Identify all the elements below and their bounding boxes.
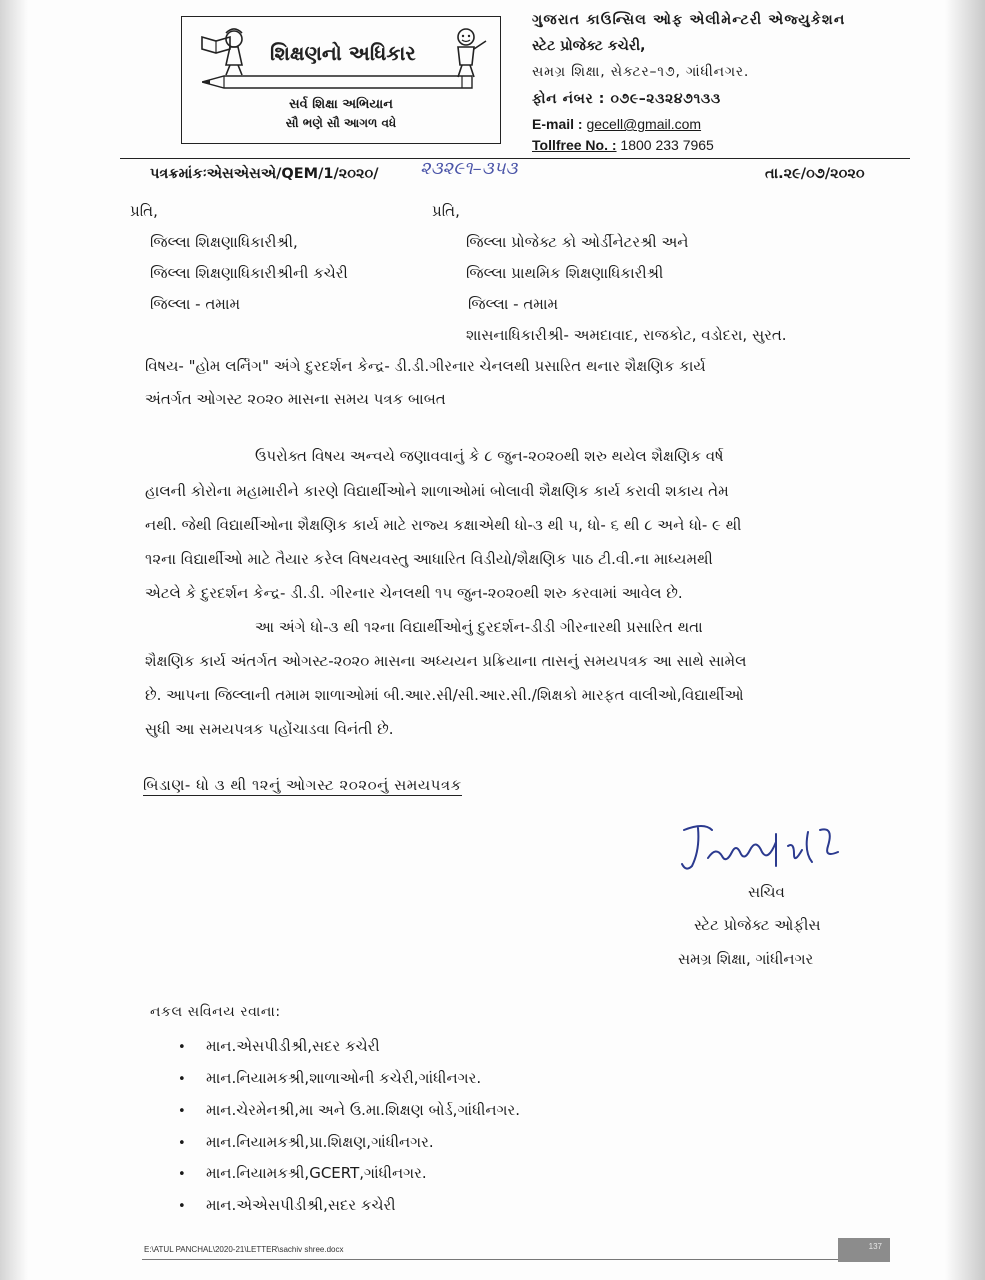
reference-number: પત્રક્રમાંકઃએસએસએ/QEM/1/૨૦૨૦/ <box>150 166 379 182</box>
body-line: ઉપરોક્ત વિષય અન્વયે જણાવવાનું કે ૮ જુન-૨૦૨૦થી શરુ થયેલ શૈક્ષણિક વર્ષ <box>255 447 724 465</box>
footer-file-path: E:\ATUL PANCHAL\2020-21\LETTER\sachiv shree.docx <box>144 1245 344 1254</box>
tollfree-number: 1800 233 7965 <box>616 137 714 153</box>
girl-reading-icon <box>196 25 256 79</box>
recipient-left-line: જિલ્લા શિક્ષણાધિકારીશ્રી, <box>150 233 298 251</box>
signatory-title: સચિવ <box>748 883 785 901</box>
recipient-right-line: જિલ્લા - તમામ <box>468 295 559 313</box>
org-name: ગુજરાત કાઉન્સિલ ઓફ એલીમેન્ટરી એજ્યુકેશન <box>532 12 846 28</box>
email-label: E-mail : <box>532 116 587 132</box>
letter-date: તા.૨૯/૦૭/૨૦૨૦ <box>765 166 865 182</box>
signatory-place: સમગ્ર શિક્ષા, ગાંધીનગર <box>678 950 814 968</box>
prati-right: પ્રતિ, <box>432 202 460 220</box>
body-line: શૈક્ષણિક કાર્ય અંતર્ગત ઓગસ્ટ-૨૦૨૦ માસના અધ્યયન પ્રક્રિયાના તાસનું સમયપત્રક આ સાથે સામેલ <box>145 652 747 670</box>
logo-box <box>181 16 501 144</box>
recipient-right-line: જિલ્લા પ્રાથમિક શિક્ષણાધિકારીશ્રી <box>466 264 664 282</box>
office-name: સ્ટેટ પ્રોજેક્ટ કચેરી, <box>532 38 646 54</box>
page-number: 137 <box>838 1238 890 1262</box>
subject-line: અંતર્ગત ઓગસ્ટ ૨૦૨૦ માસના સમય પત્રક બાબત <box>145 390 446 408</box>
reference-handwritten: ૨૩૨૯૧–૩૫૩ <box>420 158 518 179</box>
pencil-icon <box>202 75 482 89</box>
copy-item: • માન.એએસપીડીશ્રી,સદર કચેરી <box>178 1196 396 1214</box>
signature-icon <box>680 820 850 880</box>
body-line: હાલની કોરોના મહામારીને કારણે વિદ્યાર્થીઓને શાળાઓમાં બોલાવી શૈક્ષણિક કાર્ય કરાવી શકાય તેમ <box>145 482 729 500</box>
bullet-icon: • <box>178 1167 186 1182</box>
copy-heading: નકલ સવિનય રવાના: <box>150 1004 281 1020</box>
copy-item: • માન.એસપીડીશ્રી,સદર કચેરી <box>178 1037 380 1055</box>
recipient-left-line: જિલ્લા - તમામ <box>150 295 241 313</box>
footer-divider <box>142 1259 842 1260</box>
copy-item: • માન.નિયામકશ્રી,શાળાઓની કચેરી,ગાંધીનગર. <box>178 1069 482 1087</box>
boy-on-pencil-icon <box>444 25 492 81</box>
phone-number: ફોન નંબર : ૦૭૯–૨૩૨૪૭૧૩૩ <box>532 91 721 107</box>
enclosure: બિડાણ- ધો ૩ થી ૧૨નું ઓગસ્ટ ૨૦૨૦નું સમયપત્રક <box>143 776 462 794</box>
copy-item: • માન.નિયામકશ્રી,GCERT,ગાંધીનગર. <box>178 1164 427 1182</box>
recipient-right-line: શાસનાધિકારીશ્રી- અમદાવાદ, રાજકોટ, વડોદરા, સુરત. <box>466 326 787 344</box>
body-line: એટલે કે દુરદર્શન કેન્દ્ર- ડી.ડી. ગીરનાર ચેનલથી ૧૫ જુન-૨૦૨૦થી શરુ કરવામાં આવેલ છે. <box>145 584 683 602</box>
body-line: સુધી આ સમયપત્રક પહોંચાડવા વિનંતી છે. <box>145 720 394 738</box>
email-link[interactable]: gecell@gmail.com <box>586 116 702 132</box>
prati-left: પ્રતિ, <box>130 202 158 220</box>
office-address: સમગ્ર શિક્ષા, સેક્ટર–૧૭, ગાંધીનગર. <box>532 64 750 80</box>
body-line: આ અંગે ધો-૩ થી ૧૨ના વિદ્યાર્થીઓનું દુરદર્શન-ડીડી ગીરનારથી પ્રસારિત થતા <box>255 618 703 636</box>
recipient-left-line: જિલ્લા શિક્ષણાધિકારીશ્રીની કચેરી <box>150 264 348 282</box>
tollfree-line <box>532 137 714 153</box>
tollfree-label: Tollfree No. : <box>532 137 617 153</box>
body-line: ૧૨ના વિદ્યાર્થીઓ માટે તૈયાર કરેલ વિષયવસ્તુ આધારિત વિડીયો/શૈક્ષણિક પાઠ ટી.વી.ના માધ્યમથી <box>145 550 713 568</box>
bullet-icon: • <box>178 1136 186 1151</box>
logo-subtitle: સર્વ શિક્ષા અભિયાન <box>289 97 393 112</box>
bullet-icon: • <box>178 1040 186 1055</box>
logo-tagline: સૌ ભણે સૌ આગળ વધે <box>285 116 397 130</box>
copy-item: • માન.નિયામકશ્રી,પ્રા.શિક્ષણ,ગાંધીનગર. <box>178 1133 434 1151</box>
copy-item: • માન.ચેરમેનશ્રી,મા અને ઉ.મા.શિક્ષણ બોર્ડ,ગાંધીનગર. <box>178 1101 521 1119</box>
bullet-icon: • <box>178 1199 186 1214</box>
subject-line: વિષય- "હોમ લર્નિંગ" અંગે દુરદર્શન કેન્દ્ર- ડી.ડી.ગીરનાર ચેનલથી પ્રસારિત થનાર શૈક્ષણિક કાર્ય <box>145 357 706 375</box>
email-line <box>532 116 701 132</box>
logo-title: શિક્ષણનો અધિકાર <box>270 41 416 65</box>
signatory-office: સ્ટેટ પ્રોજેક્ટ ઓફીસ <box>694 916 821 934</box>
body-line: છે. આપના જિલ્લાની તમામ શાળાઓમાં બી.આર.સી/સી.આર.સી./શિક્ષકો મારફત વાલીઓ,વિદ્યાર્થીઓ <box>145 686 744 704</box>
bullet-icon: • <box>178 1072 186 1087</box>
recipient-right-line: જિલ્લા પ્રોજેક્ટ કો ઓર્ડીનેટરશ્રી અને <box>466 233 689 251</box>
body-line: નથી. જેથી વિદ્યાર્થીઓના શૈક્ષણિક કાર્ય માટે રાજ્ય કક્ષાએથી ધો-૩ થી ૫, ધો- ૬ થી ૮ અને ધો- ૯ થી <box>145 516 742 534</box>
bullet-icon: • <box>178 1104 186 1119</box>
